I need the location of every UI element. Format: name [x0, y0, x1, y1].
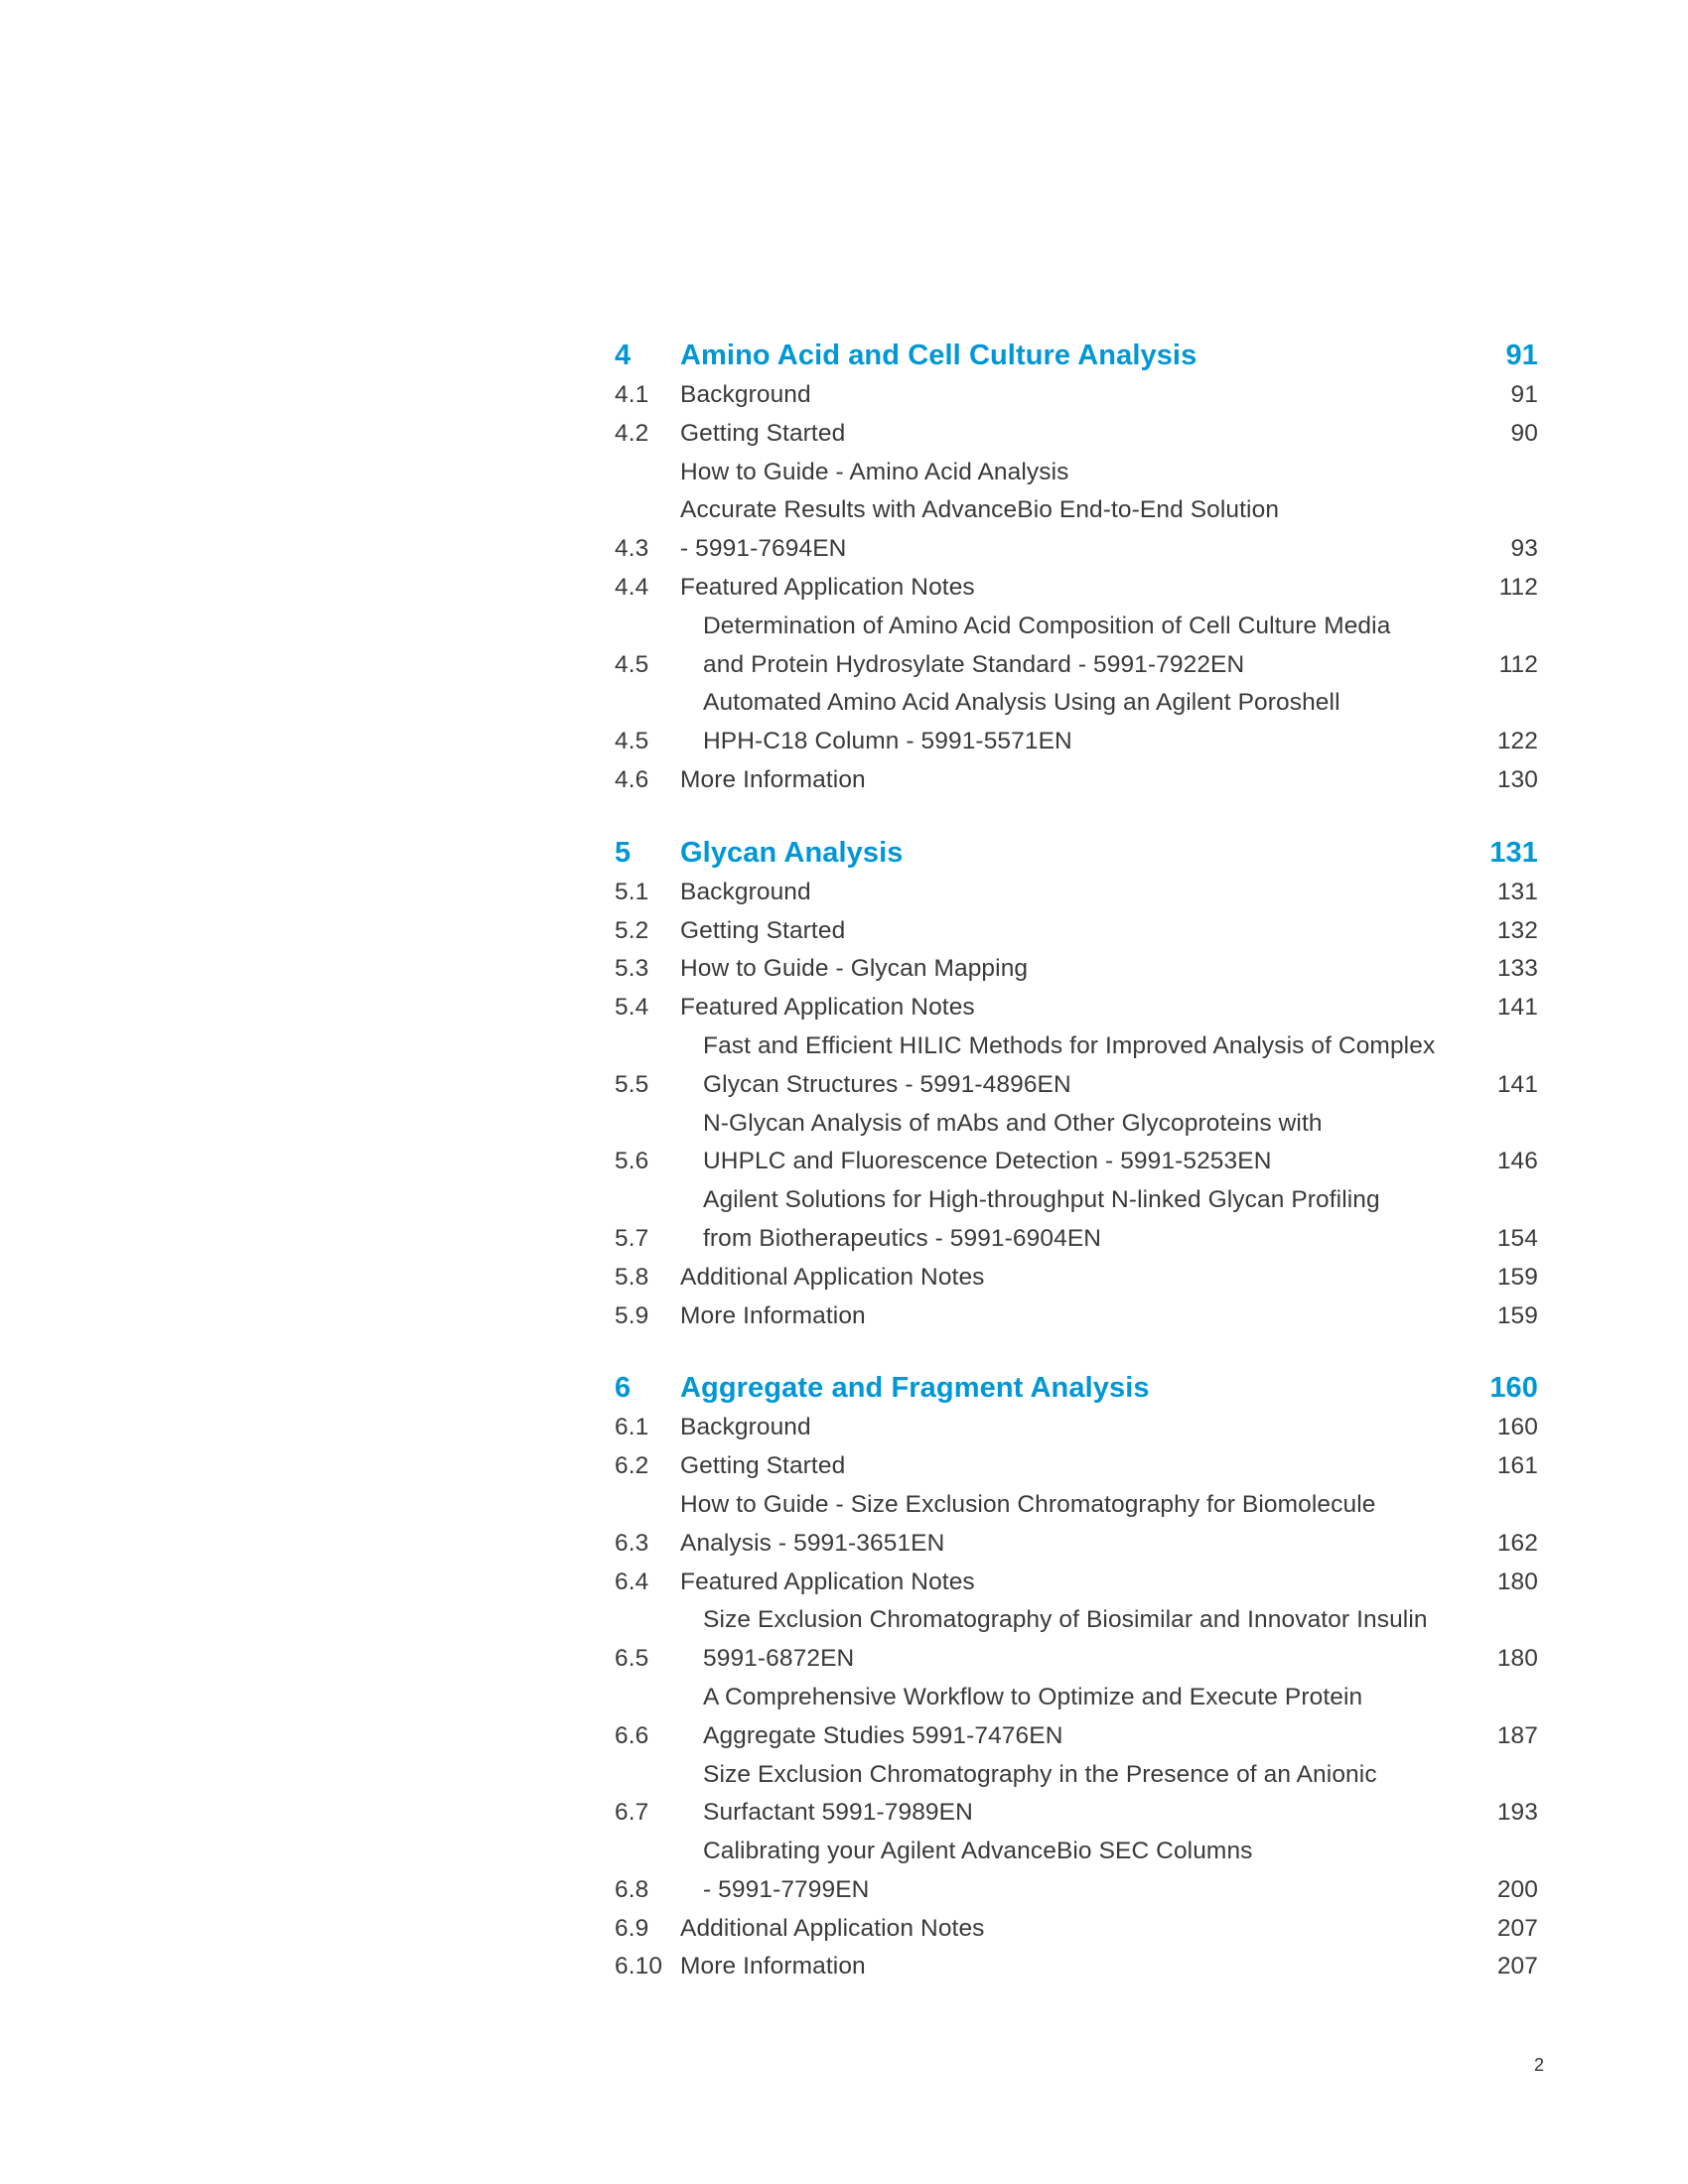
entry-page: 207 [1496, 1953, 1538, 1980]
entry-number: 6.5 [615, 1645, 649, 1673]
toc-entry[interactable] [615, 1833, 1538, 1910]
entry-title: Agilent Solutions for High-throughput N-linked Glycan Profiling from Biotherapeutics - 5991-6904EN [703, 1186, 1380, 1252]
entry-number: 4.3 [615, 535, 649, 563]
entry-title: Getting Started [680, 419, 846, 447]
toc-section [615, 830, 1538, 1336]
entry-page: 200 [1496, 1875, 1538, 1903]
entry-title: Additional Application Notes [680, 1263, 985, 1291]
toc-chapter-heading[interactable] [615, 1365, 1538, 1411]
entry-number: 5.8 [615, 1263, 649, 1291]
toc-entry[interactable] [615, 569, 1538, 608]
entry-number: 6.10 [615, 1953, 663, 1980]
chapter-page: 91 [1505, 340, 1538, 371]
toc-section [615, 333, 1538, 800]
chapter-number: 6 [615, 1372, 632, 1405]
entry-number: 5.5 [615, 1070, 649, 1098]
entry-number: 4.4 [615, 573, 649, 601]
toc-entry[interactable] [615, 684, 1538, 761]
entry-page: 122 [1496, 728, 1538, 755]
toc-entry[interactable] [615, 1564, 1538, 1602]
chapter-number: 5 [615, 836, 632, 869]
chapter-title: Amino Acid and Cell Culture Analysis [680, 340, 1197, 371]
entry-page: 207 [1496, 1914, 1538, 1942]
entry-number: 4.1 [615, 381, 649, 408]
entry-title: Calibrating your Agilent AdvanceBio SEC Columns - 5991-7799EN [703, 1838, 1253, 1903]
entry-number: 4.2 [615, 419, 649, 447]
entry-title: Featured Application Notes [680, 573, 975, 601]
entry-number: 4.6 [615, 765, 649, 793]
entry-page: 154 [1496, 1224, 1538, 1252]
toc-entry[interactable] [615, 1181, 1538, 1259]
entry-number: 5.4 [615, 994, 649, 1022]
entry-number: 6.2 [615, 1452, 649, 1480]
toc-entry[interactable] [615, 454, 1538, 569]
entry-page: 187 [1496, 1721, 1538, 1749]
entry-title: Additional Application Notes [680, 1914, 985, 1942]
entry-title: A Comprehensive Workflow to Optimize and Execute Protein Aggregate Studies 5991-7476EN [703, 1683, 1363, 1749]
toc-entry[interactable] [615, 1948, 1538, 1986]
entry-title: Getting Started [680, 1452, 846, 1480]
entry-number: 5.9 [615, 1301, 649, 1329]
entry-number: 4.5 [615, 728, 649, 755]
entry-title: Size Exclusion Chromatography of Biosimilar and Innovator Insulin 5991-6872EN [703, 1606, 1428, 1673]
entry-number: 6.1 [615, 1414, 649, 1441]
entry-number: 6.8 [615, 1875, 649, 1903]
entry-page: 141 [1496, 1070, 1538, 1098]
toc-entry[interactable] [615, 761, 1538, 800]
entry-title: Background [680, 381, 811, 408]
entry-number: 4.5 [615, 650, 649, 678]
entry-number: 6.6 [615, 1721, 649, 1749]
toc-entry[interactable] [615, 912, 1538, 951]
entry-title: Background [680, 1414, 811, 1441]
entry-page: 159 [1496, 1301, 1538, 1329]
entry-number: 6.3 [615, 1529, 649, 1557]
entry-title: How to Guide - Size Exclusion Chromatography for Biomolecule Analysis - 5991-3651EN [680, 1490, 1376, 1557]
entry-page: 91 [1510, 381, 1538, 408]
entry-number: 5.6 [615, 1148, 649, 1175]
entry-page: 93 [1510, 535, 1538, 563]
toc-entry[interactable] [615, 989, 1538, 1027]
toc-section [615, 1365, 1538, 1986]
entry-title: More Information [680, 765, 866, 793]
entry-page: 180 [1496, 1568, 1538, 1595]
entry-number: 6.7 [615, 1799, 649, 1827]
toc-entry[interactable] [615, 376, 1538, 415]
entry-number: 5.7 [615, 1224, 649, 1252]
entry-page: 112 [1498, 650, 1538, 678]
entry-title: Background [680, 878, 811, 905]
entry-number: 5.3 [615, 955, 649, 983]
toc-entry[interactable] [615, 1601, 1538, 1679]
entry-page: 193 [1496, 1799, 1538, 1827]
entry-page: 146 [1496, 1148, 1538, 1175]
chapter-page: 131 [1489, 836, 1538, 869]
toc-chapter-heading[interactable] [615, 333, 1538, 378]
entry-page: 130 [1496, 765, 1538, 793]
entry-page: 180 [1496, 1645, 1538, 1673]
entry-title: Determination of Amino Acid Composition of Cell Culture Media and Protein Hydrosylate Standard - 5991-7922EN [703, 612, 1391, 678]
entry-number: 5.2 [615, 916, 649, 944]
entry-number: 6.9 [615, 1914, 649, 1942]
toc-entry[interactable] [615, 415, 1538, 454]
entry-number: 6.4 [615, 1568, 649, 1595]
entry-title: N-Glycan Analysis of mAbs and Other Glycoproteins with UHPLC and Fluorescence Detection - 5991-5253EN [703, 1109, 1323, 1175]
entry-title: How to Guide - Amino Acid Analysis Accurate Results with AdvanceBio End-to-End Solution - 5991-7694EN [680, 458, 1280, 563]
toc-chapter-heading[interactable] [615, 830, 1538, 876]
chapter-title: Aggregate and Fragment Analysis [680, 1372, 1150, 1405]
entry-page: 131 [1496, 878, 1538, 905]
toc-entry[interactable] [615, 874, 1538, 912]
table-of-contents [615, 333, 1538, 2016]
toc-entry[interactable] [615, 1297, 1538, 1336]
entry-page: 162 [1496, 1529, 1538, 1557]
entry-title: More Information [680, 1301, 866, 1329]
entry-page: 132 [1496, 916, 1538, 944]
entry-title: More Information [680, 1953, 866, 1980]
toc-entry[interactable] [615, 1679, 1538, 1756]
entry-title: Featured Application Notes [680, 994, 975, 1022]
toc-entry[interactable] [615, 1027, 1538, 1105]
toc-entry[interactable] [615, 1409, 1538, 1447]
toc-entry[interactable] [615, 1259, 1538, 1297]
entry-page: 159 [1496, 1263, 1538, 1291]
entry-title: Featured Application Notes [680, 1568, 975, 1595]
toc-entry[interactable] [615, 1447, 1538, 1486]
entry-page: 160 [1496, 1414, 1538, 1441]
entry-page: 112 [1498, 573, 1538, 601]
chapter-title: Glycan Analysis [680, 836, 904, 869]
toc-entry[interactable] [615, 1486, 1538, 1564]
entry-title: Automated Amino Acid Analysis Using an Agilent Poroshell HPH-C18 Column - 5991-5571EN [703, 689, 1340, 755]
entry-page: 133 [1496, 955, 1538, 983]
entry-number: 5.1 [615, 878, 649, 905]
entry-page: 90 [1510, 419, 1538, 447]
entry-title: Fast and Efficient HILIC Methods for Improved Analysis of Complex Glycan Structures - 5991-4896EN [703, 1031, 1436, 1098]
entry-title: Size Exclusion Chromatography in the Presence of an Anionic Surfactant 5991-7989EN [703, 1760, 1377, 1827]
page-number: 2 [1533, 2055, 1544, 2075]
entry-title: Getting Started [680, 916, 846, 944]
entry-page: 141 [1496, 994, 1538, 1022]
entry-page: 161 [1496, 1452, 1538, 1480]
toc-entry[interactable] [615, 1105, 1538, 1182]
toc-entry[interactable] [615, 608, 1538, 685]
entry-title: How to Guide - Glycan Mapping [680, 955, 1029, 983]
toc-entry[interactable] [615, 1910, 1538, 1949]
chapter-page: 160 [1489, 1372, 1538, 1405]
toc-entry[interactable] [615, 1756, 1538, 1834]
toc-entry[interactable] [615, 950, 1538, 989]
chapter-number: 4 [615, 340, 632, 371]
